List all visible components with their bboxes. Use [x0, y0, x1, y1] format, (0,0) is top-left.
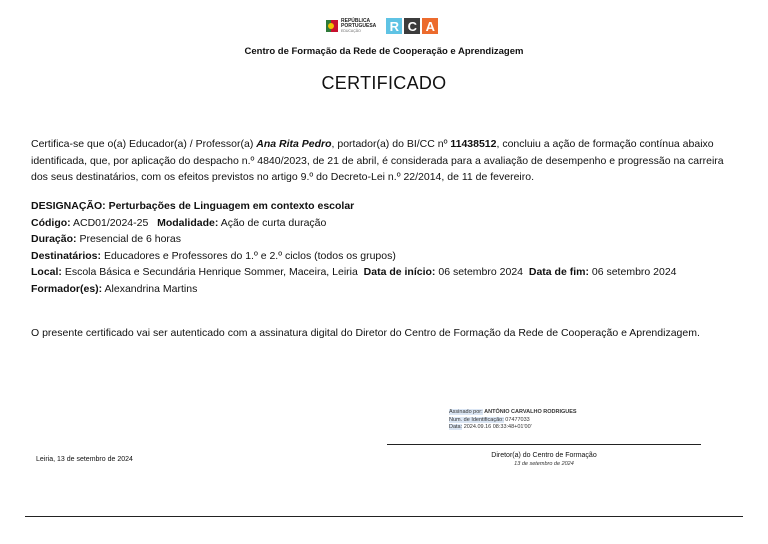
signature-date-row — [449, 424, 577, 432]
header-logos — [326, 16, 438, 36]
rca-letter-a: A — [422, 18, 438, 34]
republica-portuguesa-logo — [326, 19, 376, 34]
p1-text-c: , concluiu a ação de formação contínua abaixo identificada, que, por aplicação do despacho n.º 4840/2023, de 21 de abril, é considerada para a avaliação de desempenho e progressão na carreira dos seus destinatários, com os efeitos previstos no artigo 9.º do Decreto-Lei n.º 22/2014, de 11 de fevereiro. — [31, 138, 724, 183]
p1-text-b: , portador(a) do BI/CC nº — [331, 138, 451, 150]
signed-by-value: ANTÓNIO CARVALHO RODRIGUES — [484, 409, 577, 415]
codigo-value: ACD01/2024-25 — [73, 216, 149, 229]
formador-label: Formador(es): — [31, 282, 103, 295]
duracao-row — [31, 231, 731, 248]
logo-rp-sub: EDUCAÇÃO — [341, 28, 361, 33]
signer-id-row — [449, 417, 577, 425]
digital-signature-block — [449, 409, 577, 432]
p1-text-a: Certifica-se que o(a) Educador(a) / Professor(a) — [31, 138, 257, 150]
duracao-label: Duração: — [31, 233, 77, 245]
trainee-name: Ana Rita Pedro — [256, 138, 332, 150]
data-fim-label: Data de fim: — [528, 266, 589, 278]
modalidade-value: Ação de curta duração — [220, 216, 327, 229]
designacao-value: Perturbações de Linguagem em contexto escolar — [108, 200, 355, 212]
designacao-label: DESIGNAÇÃO: — [31, 200, 106, 212]
certificate-title: CERTIFICADO — [321, 73, 447, 93]
footer-divider — [25, 516, 743, 517]
place-and-date: Leiria, 13 de setembro de 2024 — [36, 456, 133, 463]
local-label: Local: — [31, 266, 62, 278]
signer-id-value: 07477033 — [505, 416, 530, 423]
formador-row — [31, 281, 731, 298]
rca-logo — [386, 18, 438, 34]
duracao-value: Presencial de 6 horas — [79, 233, 181, 245]
codigo-label: Código: — [31, 216, 71, 229]
destinatarios-row — [31, 248, 731, 265]
formador-value: Alexandrina Martins — [104, 282, 198, 295]
signature-line — [387, 444, 701, 445]
authentication-paragraph: O presente certificado vai ser autenticado com a assinatura digital do Diretor do Centro de Formação da Rede de Cooperação e Aprendizagem. — [31, 327, 700, 339]
certification-paragraph — [31, 136, 731, 186]
data-inicio-value: 06 setembro 2024 — [438, 266, 524, 278]
signature-date-value: 2024.09.16 08:33:48+01'00' — [463, 424, 532, 430]
local-value: Escola Básica e Secundária Henrique Sommer, Maceira, Leiria — [64, 266, 358, 278]
destinatarios-label: Destinatários: — [31, 249, 102, 262]
modalidade-label: Modalidade: — [157, 216, 219, 229]
data-inicio-label: Data de início: — [363, 266, 436, 278]
destinatarios-value: Educadores e Professores do 1.º e 2.º ciclos (todos os grupos) — [103, 249, 396, 262]
signer-id-label: Num. de Identificação: — [449, 416, 504, 423]
signed-by-row — [449, 409, 577, 417]
director-label: Diretor(a) do Centro de Formação — [491, 452, 597, 459]
local-row — [31, 264, 731, 281]
rca-letter-r: R — [386, 18, 402, 34]
course-details — [31, 198, 731, 297]
codigo-row — [31, 215, 731, 232]
rca-letter-c: C — [404, 18, 420, 34]
designacao-row — [31, 198, 731, 215]
signature-date-label: Data: — [449, 424, 463, 430]
portugal-flag-icon — [326, 20, 338, 32]
director-date: 13 de setembro de 2024 — [514, 461, 574, 467]
data-fim-value: 06 setembro 2024 — [591, 266, 677, 278]
training-center-name: Centro de Formação da Rede de Cooperação e Aprendizagem — [244, 46, 524, 57]
signed-by-label: Assinado por: — [449, 409, 483, 415]
trainee-id-number: 11438512 — [450, 138, 497, 150]
logo-rp-line1: REPÚBLICA — [341, 17, 371, 24]
logo-rp-line2: PORTUGUESA — [341, 22, 377, 29]
